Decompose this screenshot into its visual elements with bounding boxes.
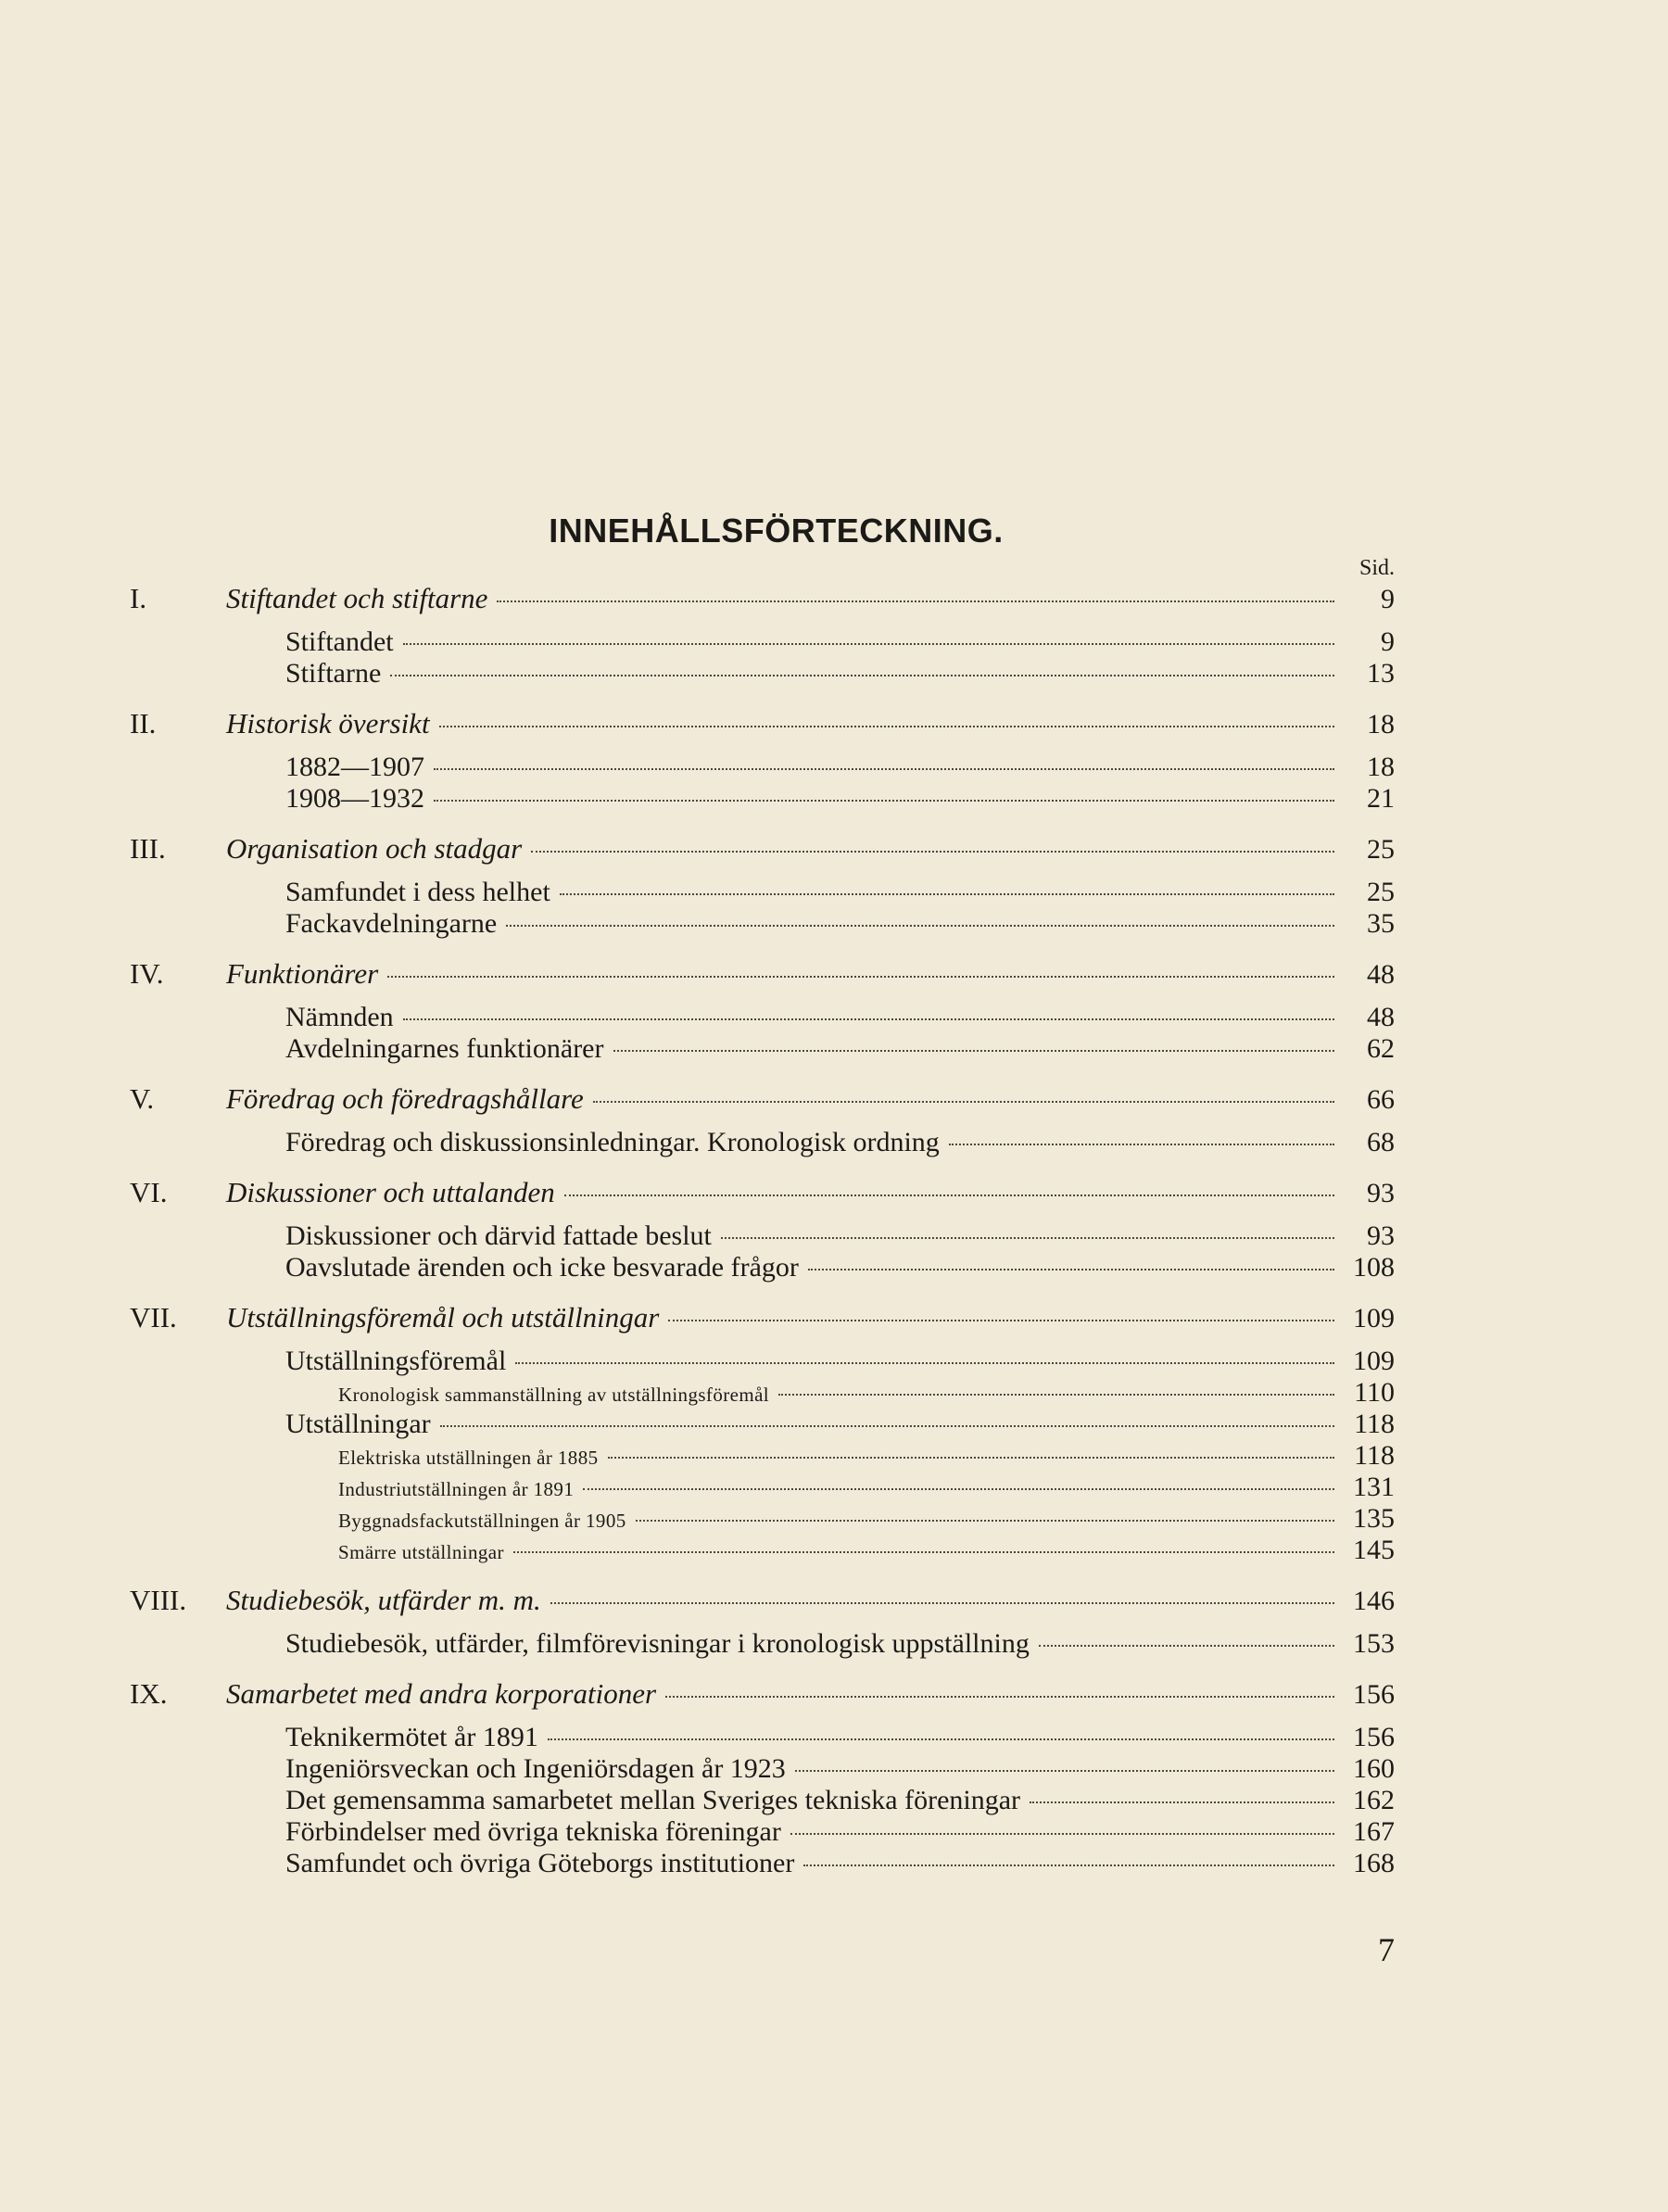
- entry-page-number: 135: [1353, 1503, 1395, 1534]
- toc-subentry: [130, 1722, 1395, 1753]
- chapter-number: IV.: [130, 957, 164, 990]
- dot-leader: [593, 1101, 1334, 1103]
- dot-leader: [564, 1194, 1334, 1196]
- entry-title: Nämnden: [285, 1002, 394, 1032]
- entry-page-number: 162: [1353, 1785, 1395, 1815]
- chapter-number: IX.: [130, 1677, 168, 1710]
- chapter-title: Samarbetet med andra korporationer: [226, 1677, 657, 1710]
- entry-page-number: 118: [1354, 1409, 1395, 1439]
- entry-title: Fackavdelningarne: [285, 908, 498, 939]
- dot-leader: [560, 893, 1334, 895]
- toc-chapter-entry: [130, 582, 1395, 623]
- toc-subentry: [130, 908, 1395, 940]
- toc-subentry: [130, 1252, 1395, 1283]
- toc-subentry: [130, 1033, 1395, 1065]
- chapter-page-number: 48: [1367, 959, 1395, 990]
- chapter-page-number: 109: [1353, 1303, 1395, 1334]
- entry-title: Ingeniörsveckan och Ingeniörsdagen år 1923: [285, 1753, 786, 1784]
- chapter-title: Funktionärer: [226, 957, 379, 990]
- toc-chapter-entry: [130, 1584, 1395, 1624]
- toc-subentry: [130, 1127, 1395, 1158]
- toc-subentry: [130, 783, 1395, 815]
- dot-leader: [665, 1696, 1334, 1698]
- entry-page-number: 21: [1367, 783, 1395, 814]
- toc-subentry: [130, 626, 1395, 658]
- dot-leader: [506, 925, 1334, 927]
- entry-title: Diskussioner och därvid fattade beslut: [285, 1220, 712, 1251]
- dot-leader: [390, 675, 1334, 676]
- entry-page-number: 25: [1367, 877, 1395, 907]
- dot-leader: [1030, 1801, 1334, 1803]
- toc-subsubentry: [130, 1440, 1395, 1472]
- entry-title: Förbindelser med övriga tekniska föreningar: [285, 1816, 781, 1847]
- toc-chapter-entry: [130, 1082, 1395, 1123]
- toc-section: [130, 1082, 1395, 1158]
- entry-title: Det gemensamma samarbetet mellan Sveriges tekniska föreningar: [285, 1785, 1021, 1815]
- dot-leader: [497, 600, 1334, 602]
- entry-page-number: 118: [1354, 1440, 1395, 1471]
- dot-leader: [808, 1269, 1334, 1270]
- dot-leader: [434, 800, 1334, 802]
- dot-leader: [1039, 1645, 1334, 1647]
- entry-page-number: 18: [1367, 752, 1395, 782]
- chapter-number: I.: [130, 582, 147, 614]
- dot-leader: [403, 643, 1334, 645]
- toc-subentry: [130, 752, 1395, 783]
- entry-title: Utställningar: [285, 1409, 431, 1439]
- entry-title: Avdelningarnes funktionärer: [285, 1033, 604, 1064]
- dot-leader: [636, 1520, 1334, 1522]
- dot-leader: [778, 1394, 1334, 1396]
- toc-subentry: [130, 1002, 1395, 1033]
- dot-leader: [721, 1237, 1334, 1239]
- toc-subentry: [130, 1628, 1395, 1660]
- chapter-page-number: 93: [1367, 1178, 1395, 1208]
- entry-page-number: 62: [1367, 1033, 1395, 1064]
- toc-subentry: [130, 1346, 1395, 1377]
- dot-leader: [790, 1833, 1334, 1835]
- dot-leader: [550, 1602, 1334, 1604]
- toc-chapter-entry: [130, 832, 1395, 873]
- chapter-title: Utställningsföremål och utställningar: [226, 1301, 660, 1334]
- toc-section: [130, 582, 1395, 689]
- entry-title: 1908—1932: [285, 783, 424, 814]
- entry-page-number: 145: [1353, 1535, 1395, 1565]
- toc-subsubentry: [130, 1535, 1395, 1566]
- entry-title: Industriutställningen år 1891: [338, 1478, 575, 1500]
- toc-chapter-entry: [130, 1301, 1395, 1342]
- chapter-title: Diskussioner och uttalanden: [226, 1176, 555, 1208]
- chapter-title: Historisk översikt: [226, 707, 430, 739]
- toc-subentry: [130, 877, 1395, 908]
- toc-chapter-entry: [130, 1176, 1395, 1217]
- entry-title: Byggnadsfackutställningen år 1905: [338, 1510, 626, 1532]
- entry-title: Kronologisk sammanställning av utställningsföremål: [338, 1384, 770, 1406]
- entry-page-number: 156: [1353, 1722, 1395, 1752]
- toc-subentry: [130, 1816, 1395, 1848]
- dot-leader: [434, 768, 1334, 770]
- dot-leader: [613, 1050, 1335, 1052]
- toc-chapter-entry: [130, 707, 1395, 748]
- chapter-number: VIII.: [130, 1584, 187, 1616]
- entry-page-number: 68: [1367, 1127, 1395, 1157]
- toc-subentry: [130, 1753, 1395, 1785]
- toc-section: [130, 1584, 1395, 1660]
- chapter-page-number: 9: [1381, 584, 1395, 614]
- toc-section: [130, 957, 1395, 1065]
- toc-chapter-entry: [130, 957, 1395, 998]
- dot-leader: [531, 851, 1334, 853]
- entry-page-number: 131: [1353, 1472, 1395, 1502]
- dot-leader: [440, 1425, 1334, 1427]
- toc-section: [130, 707, 1395, 815]
- chapter-number: II.: [130, 707, 157, 739]
- toc-subsubentry: [130, 1503, 1395, 1535]
- chapter-number: III.: [130, 832, 166, 865]
- dot-leader: [803, 1864, 1334, 1866]
- dot-leader: [949, 1144, 1334, 1145]
- entry-page-number: 108: [1353, 1252, 1395, 1283]
- entry-page-number: 48: [1367, 1002, 1395, 1032]
- chapter-number: VI.: [130, 1176, 168, 1208]
- chapter-page-number: 25: [1367, 834, 1395, 865]
- entry-page-number: 13: [1367, 658, 1395, 689]
- page-column-label: Sid.: [1358, 556, 1395, 580]
- entry-title: Föredrag och diskussionsinledningar. Kronologisk ordning: [285, 1127, 940, 1157]
- page-number: 7: [1378, 1931, 1395, 1968]
- dot-leader: [548, 1738, 1334, 1740]
- chapter-page-number: 146: [1353, 1586, 1395, 1616]
- toc-subentry: [130, 1848, 1395, 1879]
- entry-title: Samfundet och övriga Göteborgs institutioner: [285, 1848, 795, 1878]
- dot-leader: [513, 1551, 1334, 1553]
- toc-subentry: [130, 1409, 1395, 1440]
- entry-page-number: 168: [1353, 1848, 1395, 1878]
- entry-page-number: 109: [1353, 1346, 1395, 1376]
- chapter-title: Föredrag och föredragshållare: [226, 1082, 584, 1115]
- chapter-page-number: 156: [1353, 1679, 1395, 1710]
- dot-leader: [583, 1488, 1334, 1490]
- entry-page-number: 160: [1353, 1753, 1395, 1784]
- chapter-number: VII.: [130, 1301, 177, 1334]
- toc-subsubentry: [130, 1472, 1395, 1503]
- entry-page-number: 110: [1354, 1377, 1395, 1408]
- dot-leader: [668, 1320, 1334, 1321]
- entry-page-number: 9: [1381, 626, 1395, 657]
- toc-section: [130, 1301, 1395, 1566]
- toc-subentry: [130, 658, 1395, 689]
- entry-title: Smärre utställningar: [338, 1541, 504, 1563]
- toc-section: [130, 1176, 1395, 1283]
- page-title: INNEHÅLLSFÖRTECKNING.: [549, 512, 1004, 550]
- entry-title: 1882—1907: [285, 752, 424, 782]
- dot-leader: [795, 1770, 1334, 1772]
- toc-subsubentry: [130, 1377, 1395, 1409]
- chapter-title: Organisation och stadgar: [226, 832, 523, 865]
- entry-title: Oavslutade ärenden och icke besvarade frågor: [285, 1252, 799, 1283]
- entry-page-number: 167: [1353, 1816, 1395, 1847]
- toc-subentry: [130, 1220, 1395, 1252]
- toc-subentry: [130, 1785, 1395, 1816]
- chapter-page-number: 66: [1367, 1084, 1395, 1115]
- entry-page-number: 153: [1353, 1628, 1395, 1659]
- dot-leader: [439, 726, 1334, 727]
- dot-leader: [608, 1457, 1335, 1459]
- entry-title: Stiftarne: [285, 658, 382, 689]
- chapter-number: V.: [130, 1082, 155, 1115]
- dot-leader: [387, 976, 1334, 978]
- entry-title: Studiebesök, utfärder, filmförevisningar i kronologisk uppställning: [285, 1628, 1030, 1659]
- toc-section: [130, 832, 1395, 940]
- dot-leader: [403, 1018, 1334, 1020]
- entry-title: Elektriska utställningen år 1885: [338, 1447, 599, 1469]
- toc-chapter-entry: [130, 1677, 1395, 1718]
- entry-title: Samfundet i dess helhet: [285, 877, 550, 907]
- entry-title: Stiftandet: [285, 626, 394, 657]
- chapter-title: Studiebesök, utfärder m. m.: [226, 1584, 541, 1616]
- table-of-contents: [130, 582, 1395, 1897]
- entry-title: Teknikermötet år 1891: [285, 1722, 538, 1752]
- entry-title: Utställningsföremål: [285, 1346, 507, 1376]
- chapter-page-number: 18: [1367, 709, 1395, 739]
- toc-section: [130, 1677, 1395, 1879]
- entry-page-number: 35: [1367, 908, 1395, 939]
- chapter-title: Stiftandet och stiftarne: [226, 582, 488, 614]
- entry-page-number: 93: [1367, 1220, 1395, 1251]
- dot-leader: [515, 1362, 1334, 1364]
